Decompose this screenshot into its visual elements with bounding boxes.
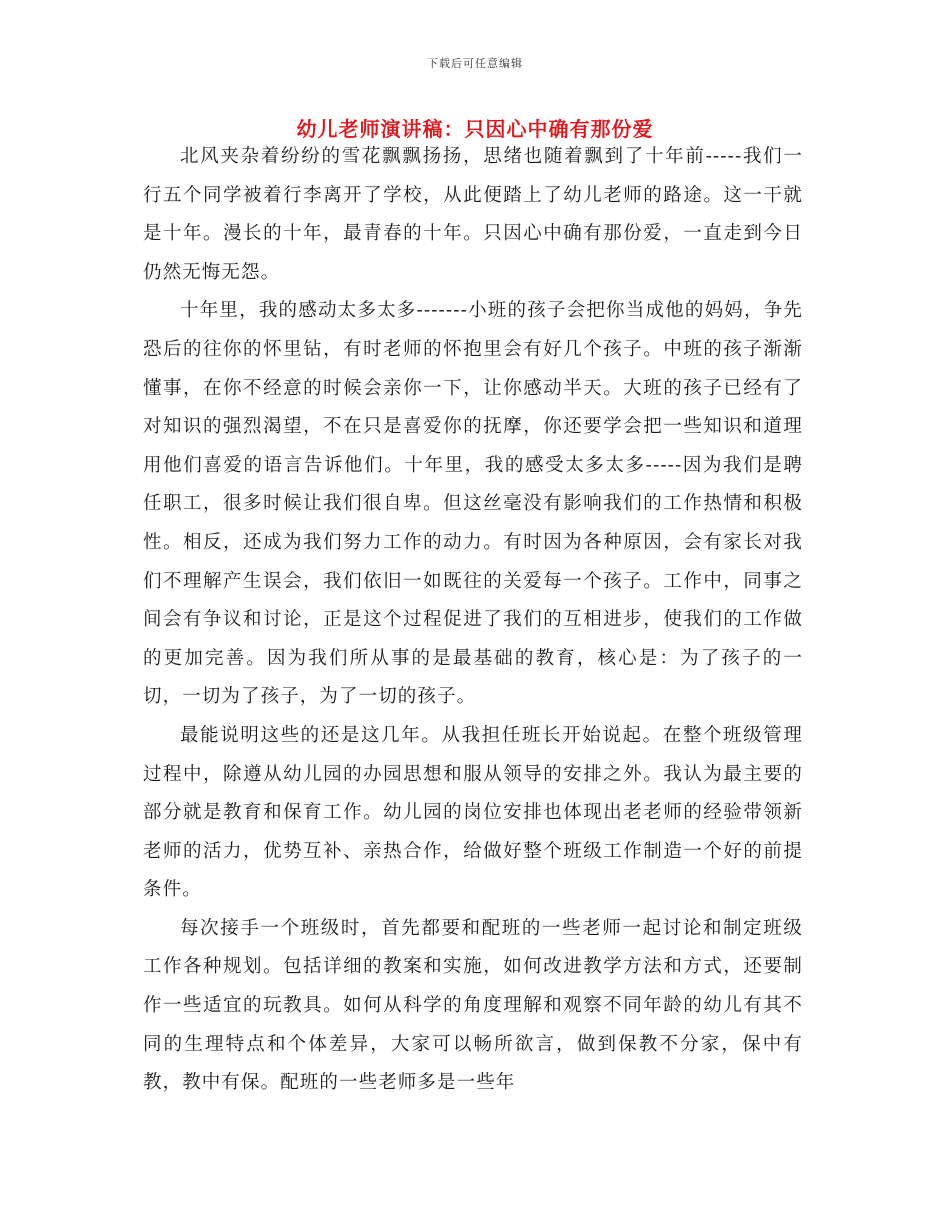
paragraph-1: 北风夹杂着纷纷的雪花飘飘扬扬，思绪也随着飘到了十年前-----我们一行五个同学被着行李离开了学校，从此便踏上了幼儿老师的路途。这一干就是十年。漫长的十年，最青春的十年。只因心中确有那份爱，一直走到今日仍然无悔无怨。 (143, 146, 803, 283)
document-body (143, 138, 803, 1103)
paragraph-3: 最能说明这些的还是这几年。从我担任班长开始说起。在整个班级管理过程中，除遵从幼儿园的办园思想和服从领导的安排之外。我认为最主要的部分就是教育和保育工作。幼儿园的岗位安排也体现出老老师的经验带领新老师的活力，优势互补、亲热合作，给做好整个班级工作制造一个好的前提条件。 (143, 724, 803, 901)
paragraph-4: 每次接手一个班级时，首先都要和配班的一些老师一起讨论和制定班级工作各种规划。包括详细的教案和实施，如何改进教学方法和方式，还要制作一些适宜的玩教具。如何从科学的角度理解和观察不同年龄的幼儿有其不同的生理特点和个体差异，大家可以畅所欲言，做到保教不分家，保中有教，教中有保。配班的一些老师多是一些年 (143, 917, 803, 1094)
paragraph-2: 十年里，我的感动太多太多-------小班的孩子会把你当成他的妈妈，争先恐后的往你的怀里钻，有时老师的怀抱里会有好几个孩子。中班的孩子渐渐懂事，在你不经意的时候会亲你一下，让你感动半天。大班的孩子已经有了对知识的强烈渴望，不在只是喜爱你的抚摩，你还要学会把一些知识和道理用他们喜爱的语言告诉他们。十年里，我的感受太多太多-----因为我们是聘任职工，很多时候让我们很自卑。但这丝毫没有影响我们的工作热情和积极性。相反，还成为我们努力工作的动力。有时因为各种原因，会有家长对我们不理解产生误会，我们依旧一如既往的关爱每一个孩子。工作中，同事之间会有争议和讨论，正是这个过程促进了我们的互相进步，使我们的工作做的更加完善。因为我们所从事的是最基础的教育，核心是：为了孩子的一切，一切为了孩子，为了一切的孩子。 (143, 300, 803, 708)
document-title: 幼儿老师演讲稿：只因心中确有那份爱 (296, 117, 654, 141)
header-note: 下载后可任意编辑 (427, 57, 523, 70)
